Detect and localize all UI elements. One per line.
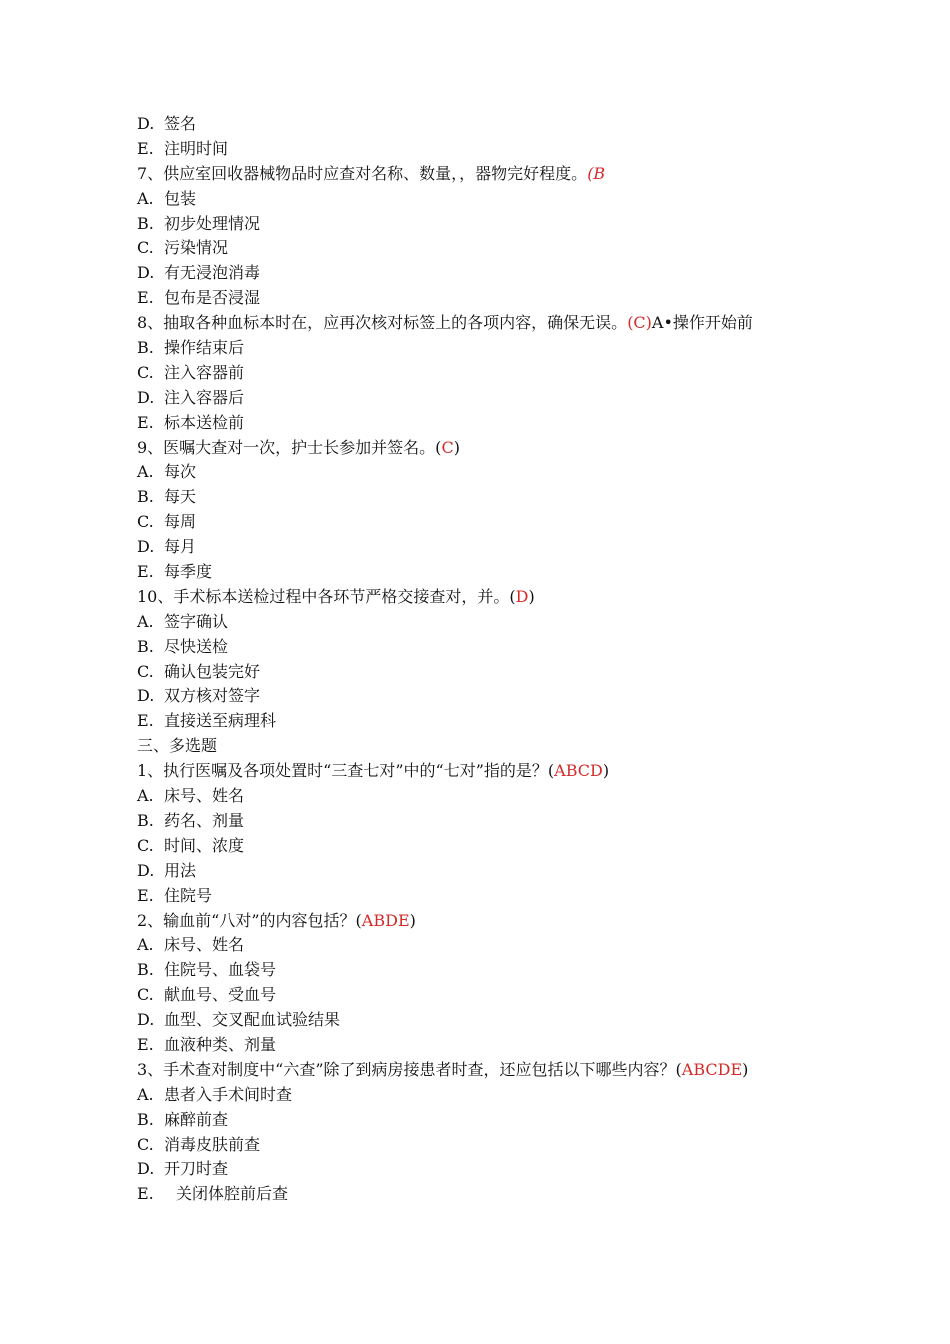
- option-text: 消毒皮肤前查: [164, 1134, 261, 1154]
- question-text-tail: ): [528, 586, 535, 606]
- question-line: [137, 436, 837, 461]
- question-line: [137, 311, 837, 336]
- option-line: [137, 460, 837, 485]
- option-text: 标本送检前: [164, 412, 245, 432]
- question-line: [137, 909, 837, 934]
- option-text: 直接送至病理科: [164, 711, 277, 731]
- option-label: D.: [137, 1010, 155, 1030]
- option-line: [137, 336, 837, 361]
- option-line: [137, 286, 837, 311]
- option-label: C.: [137, 985, 154, 1005]
- option-text: 血液种类、剂量: [164, 1034, 277, 1054]
- option-line: [137, 1157, 837, 1182]
- question-text-tail: ): [409, 910, 416, 930]
- option-text: 每天: [164, 487, 197, 507]
- option-text: 每周: [164, 512, 197, 532]
- option-text: 每季度: [164, 562, 213, 582]
- option-line: [137, 187, 837, 212]
- option-label: E.: [137, 885, 154, 905]
- option-text: 每次: [164, 462, 197, 482]
- option-text: 尽快送检: [164, 636, 229, 656]
- option-label: A.: [137, 1084, 154, 1104]
- option-label: B.: [137, 810, 154, 830]
- option-line: [137, 1133, 837, 1158]
- option-text: 包布是否浸湿: [164, 288, 261, 308]
- option-text: 麻醉前查: [164, 1109, 229, 1129]
- option-line: [137, 859, 837, 884]
- answer-key: C: [441, 437, 454, 457]
- question-text: 9、医嘱大查对一次，护士长参加并签名。(: [137, 437, 442, 457]
- option-label: A.: [137, 786, 154, 806]
- option-text: 时间、浓度: [164, 835, 245, 855]
- option-line: [137, 386, 837, 411]
- question-text-tail: ): [453, 437, 460, 457]
- option-line: [137, 1033, 837, 1058]
- answer-key: D: [515, 586, 529, 606]
- option-line: [137, 485, 837, 510]
- answer-key: ABCDE: [681, 1059, 743, 1079]
- option-label: E.: [137, 1034, 154, 1054]
- option-text: 确认包装完好: [164, 661, 261, 681]
- option-text: 住院号: [164, 885, 213, 905]
- option-label: C.: [137, 362, 154, 382]
- question-text: 三、多选题: [137, 736, 218, 756]
- option-text: 注入容器后: [164, 387, 245, 407]
- question-text: 7、供应室回收器械物品时应查对名称、数量，，器物完好程度。: [137, 163, 588, 183]
- option-line: [137, 610, 837, 635]
- option-label: B.: [137, 960, 154, 980]
- option-label: A.: [137, 188, 154, 208]
- option-text: 操作结束后: [164, 338, 245, 358]
- option-label: C.: [137, 1134, 154, 1154]
- option-line: [137, 958, 837, 983]
- question-text-tail: A•操作开始前: [651, 313, 753, 333]
- option-line: [137, 933, 837, 958]
- option-label: E.: [137, 1184, 154, 1204]
- answer-key: ABCD: [554, 761, 603, 781]
- option-text: 每月: [164, 537, 197, 557]
- question-line: [137, 734, 837, 759]
- option-label: B.: [137, 487, 154, 507]
- option-label: B.: [137, 213, 154, 233]
- question-line: [137, 1058, 837, 1083]
- option-text: 床号、姓名: [164, 786, 245, 806]
- option-label: C.: [137, 238, 154, 258]
- option-text: 签字确认: [164, 611, 229, 631]
- option-line: [137, 635, 837, 660]
- option-label: D.: [137, 114, 155, 133]
- question-text: 3、手术查对制度中“六查”除了到病房接患者时查，还应包括以下哪些内容？(: [137, 1059, 682, 1079]
- option-label: B.: [137, 338, 154, 358]
- question-text-tail: ): [742, 1059, 749, 1079]
- option-line: [137, 510, 837, 535]
- option-text: 污染情况: [164, 238, 229, 258]
- option-line: [137, 361, 837, 386]
- question-text: 8、抽取各种血标本时在，应再次核对标签上的各项内容，确保无误。: [137, 313, 628, 333]
- option-line: [137, 684, 837, 709]
- option-label: B.: [137, 636, 154, 656]
- option-label: D.: [137, 860, 155, 880]
- option-line: [137, 560, 837, 585]
- answer-key: (B: [587, 163, 606, 183]
- option-text: 血型、交叉配血试验结果: [164, 1010, 341, 1030]
- option-label: E.: [137, 412, 154, 432]
- option-text: 注入容器前: [164, 362, 245, 382]
- option-label: D.: [137, 387, 155, 407]
- option-text: 包装: [164, 188, 197, 208]
- option-text: 住院号、血袋号: [164, 960, 277, 980]
- option-line: [137, 1083, 837, 1108]
- option-line: [137, 983, 837, 1008]
- option-line: [137, 535, 837, 560]
- question-text-tail: ): [602, 761, 610, 781]
- option-label: C.: [137, 512, 154, 532]
- option-line: [137, 137, 837, 162]
- option-text: 用法: [164, 860, 197, 880]
- option-line: [137, 236, 837, 261]
- answer-key: ABDE: [361, 910, 410, 930]
- option-label: E.: [137, 562, 154, 582]
- option-text: 双方核对签字: [164, 686, 261, 706]
- option-text: 药名、剂量: [164, 810, 245, 830]
- option-line: [137, 660, 837, 685]
- option-text: 献血号、受血号: [164, 985, 277, 1005]
- option-label: A.: [137, 462, 154, 482]
- answer-key: (C): [627, 313, 652, 333]
- option-line: [137, 884, 837, 909]
- question-line: [137, 759, 837, 784]
- option-label: C.: [137, 835, 154, 855]
- option-label: D.: [137, 686, 155, 706]
- option-line: [137, 809, 837, 834]
- option-text: 签名: [164, 114, 197, 133]
- option-label: E.: [137, 711, 154, 731]
- option-line: [137, 1008, 837, 1033]
- option-label: A.: [137, 935, 154, 955]
- option-line: [137, 411, 837, 436]
- question-text: 10、手术标本送检过程中各环节严格交接查对，并。(: [137, 586, 516, 606]
- option-label: D.: [137, 263, 155, 283]
- option-label: D.: [137, 537, 155, 557]
- question-line: [137, 162, 837, 187]
- option-text: 床号、姓名: [164, 935, 245, 955]
- option-line: [137, 834, 837, 859]
- option-text: 关闭体腔前后查: [176, 1184, 289, 1204]
- option-label: B.: [137, 1109, 154, 1129]
- option-line: [137, 112, 837, 137]
- question-text: 1、执行医嘱及各项处置时“三查七对”中的“七对”指的是？(: [137, 761, 555, 781]
- option-line: [137, 261, 837, 286]
- question-line: [137, 585, 837, 610]
- option-label: E.: [137, 138, 154, 158]
- option-label: D.: [137, 1159, 155, 1179]
- option-text: 开刀时查: [164, 1159, 229, 1179]
- option-label: C.: [137, 661, 154, 681]
- option-line: [137, 784, 837, 809]
- option-text: 有无浸泡消毒: [164, 263, 261, 283]
- option-line: [137, 212, 837, 237]
- option-line: [137, 709, 837, 734]
- option-line: [137, 1108, 837, 1133]
- option-label: A.: [137, 611, 154, 631]
- option-text: 患者入手术间时查: [164, 1084, 293, 1104]
- option-label: E.: [137, 288, 154, 308]
- option-line: [137, 1182, 837, 1207]
- question-text: 2、输血前“八对”的内容包括？(: [137, 910, 362, 930]
- option-text: 注明时间: [164, 138, 229, 158]
- option-text: 初步处理情况: [164, 213, 261, 233]
- question-list: [137, 112, 837, 1207]
